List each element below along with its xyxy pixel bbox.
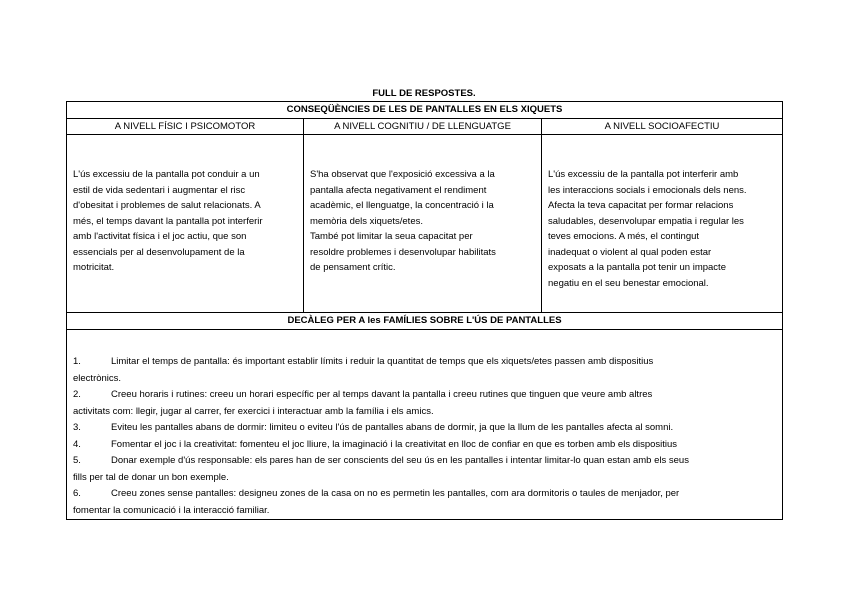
item-text: Eviteu les pantalles abans de dormir: limiteu o eviteu l'ús de pantalles abans de dormir, ja que la llum de les pantalles afecta al somni.	[111, 422, 674, 433]
document-title: FULL DE RESPOSTES.	[372, 88, 476, 99]
list-item	[73, 387, 776, 420]
item-number: 6.	[73, 488, 81, 499]
text-line: teves emocions. A més, el contingut	[548, 231, 700, 242]
item-number: 4.	[73, 438, 81, 450]
consequences-heading: CONSEQÜÈNCIES DE LES DE PANTALLES EN ELS XIQUETS	[67, 102, 783, 119]
text-line: pantalla afecta negativament el rendiment	[310, 184, 487, 196]
text-line: Afecta la teva capacitat per formar relacions	[548, 200, 734, 211]
text-line: motricitat.	[73, 262, 115, 273]
text-line: L'ús excessiu de la pantalla pot conduir a un	[73, 169, 260, 180]
socioaffective-column-header: A NIVELL SOCIOAFECTIU	[542, 119, 783, 135]
item-text: fomentar la comunicació i la interacció familiar.	[73, 504, 270, 516]
socioaffective-column-text	[542, 135, 782, 291]
list-item	[73, 453, 776, 486]
text-line: resoldre problemes i desenvolupar habilitats	[310, 246, 496, 258]
item-text: Creeu horaris i rutines: creeu un horari específic per al temps davant la pantalla i creeu rutines que tinguen que veure amb altres	[111, 389, 653, 400]
text-line: d'obesitat i problemes de salut relacionats. A	[73, 200, 261, 211]
item-number: 1.	[73, 356, 81, 367]
item-text: activitats com: llegir, jugar al carrer, fer exercici i interactuar amb la família i els amics.	[73, 405, 434, 417]
text-line: estil de vida sedentari i augmentar el risc	[73, 184, 246, 196]
text-line: També pot limitar la seua capacitat per	[310, 231, 473, 242]
list-item	[73, 420, 776, 437]
physical-column-cell	[67, 135, 304, 313]
item-text: Donar exemple d'ús responsable: els pares han de ser conscients del seu ús en les pantalles i intentar limitar-lo quan estan amb els seus	[111, 455, 689, 466]
physical-column-text	[67, 135, 303, 276]
text-line: essencials per al desenvolupament de la	[73, 246, 245, 258]
item-number: 2.	[73, 389, 81, 400]
item-text: Fomentar el joc i la creativitat: fomenteu el joc lliure, la imaginació i la creativitat en lloc de confiar en que es torben amb els dispositius	[111, 438, 678, 450]
answer-sheet-table	[66, 101, 783, 520]
text-line: acadèmic, el llenguatge, la concentració i la	[310, 200, 494, 211]
text-line: de pensament crític.	[310, 262, 396, 273]
text-line: S'ha observat que l'exposició excessiva a la	[310, 169, 495, 180]
decalogue-heading: DECÀLEG PER A les FAMÍLIES SOBRE L'ÚS DE PANTALLES	[67, 313, 783, 330]
text-line: més, el temps davant la pantalla pot interferir	[73, 215, 263, 227]
item-number: 3.	[73, 422, 81, 433]
text-line: memòria dels xiquets/etes.	[310, 215, 423, 227]
decalogue-list	[67, 330, 782, 519]
cognitive-column-text	[304, 135, 541, 276]
text-line: L'ús excessiu de la pantalla pot interferir amb	[548, 169, 739, 180]
physical-column-header: A NIVELL FÍSIC I PSICOMOTOR	[67, 119, 304, 135]
text-line: les interaccions socials i emocionals dels nens.	[548, 184, 747, 196]
text-line: exposats a la pantalla pot tenir un impacte	[548, 262, 726, 273]
list-item	[73, 486, 776, 519]
list-item	[73, 437, 776, 454]
cognitive-column-header: A NIVELL COGNITIU / DE LLENGUATGE	[304, 119, 542, 135]
text-line: negatiu en el seu benestar emocional.	[548, 277, 709, 289]
text-line: saludables, desenvolupar empatia i regular les	[548, 215, 744, 227]
text-line: amb l'activitat física i el joc actiu, que son	[73, 231, 247, 242]
list-item	[73, 354, 776, 387]
cognitive-column-cell	[304, 135, 542, 313]
text-line: inadequat o violent al qual poden estar	[548, 246, 712, 258]
item-text: electrònics.	[73, 372, 122, 384]
decalogue-cell	[67, 330, 783, 520]
item-text: fills per tal de donar un bon exemple.	[73, 471, 229, 483]
item-number: 5.	[73, 455, 81, 466]
item-text: Limitar el temps de pantalla: és important establir límits i reduir la quantitat de temps que els xiquets/etes passen amb dispositius	[111, 356, 654, 367]
item-text: Creeu zones sense pantalles: designeu zones de la casa on no es permetin les pantalles, com ara dormitoris o taules de menjador, per	[111, 488, 680, 499]
socioaffective-column-cell	[542, 135, 783, 313]
